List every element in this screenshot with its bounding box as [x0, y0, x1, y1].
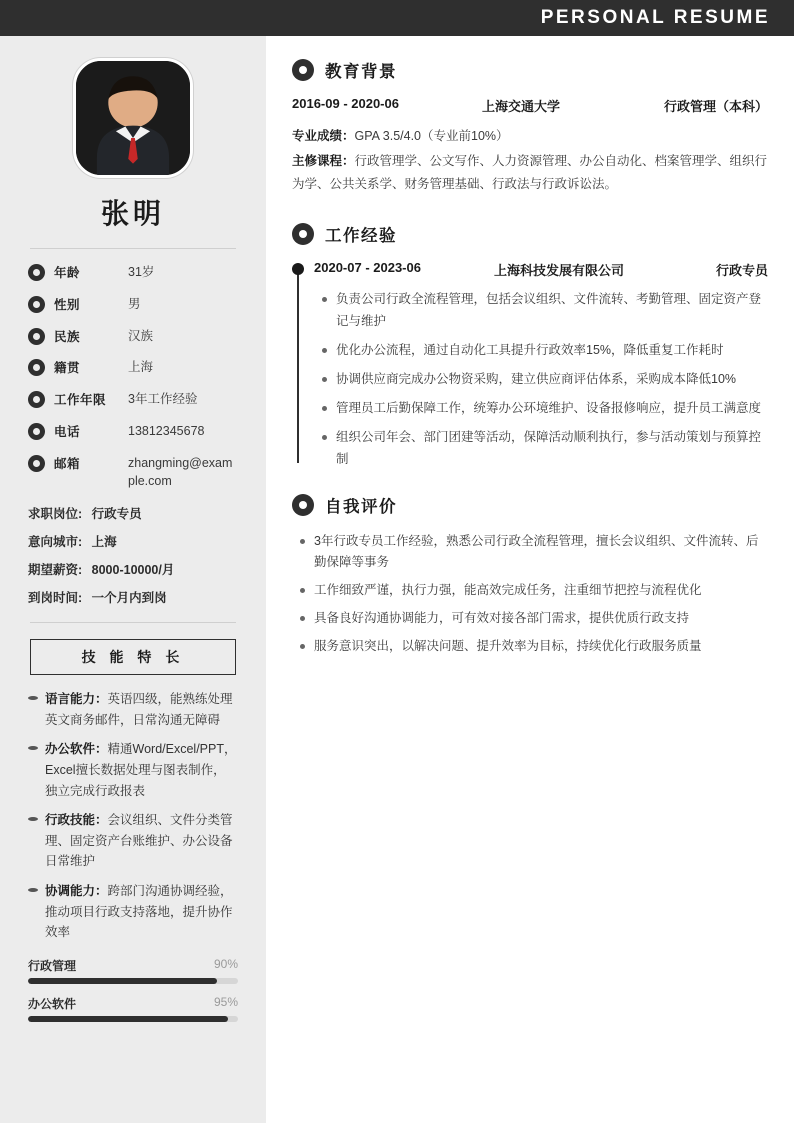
- bullet-text: 组织公司年会、部门团建等活动，保障活动顺利执行，参与活动策划与预算控制: [336, 429, 762, 466]
- skill-bar-track: [28, 1016, 238, 1022]
- circle-bullet-icon: [28, 264, 45, 281]
- bullet-item: [322, 369, 768, 391]
- main-content: [266, 36, 794, 1123]
- job-intent-row: [28, 588, 238, 606]
- skill-bar-percent: 95%: [213, 994, 238, 1009]
- skill-bar-label: 办公软件: [28, 996, 77, 1011]
- education-date: 2016-09 - 2020-06: [292, 96, 399, 111]
- job-intent-value: 一个月内到岗: [91, 591, 167, 605]
- info-row: [28, 358, 238, 377]
- portrait-photo-icon: [76, 61, 190, 175]
- skill-bar-row: [28, 995, 238, 1022]
- section-header: [292, 222, 768, 246]
- bullet-text: 管理员工后勤保障工作，统筹办公环境维护、设备报修响应，提升员工满意度: [336, 400, 762, 415]
- education-school: 上海交通大学: [482, 99, 561, 114]
- info-row: [28, 327, 238, 346]
- page-header: [0, 0, 794, 36]
- education-major: 行政管理（本科）: [663, 99, 768, 114]
- dot-bullet-icon: [300, 539, 305, 544]
- info-value: 13812345678: [128, 423, 205, 438]
- skill-text: 英语四级，能熟练处理英文商务邮件，日常沟通无障碍: [45, 692, 233, 727]
- dot-bullet-icon: [322, 406, 327, 411]
- skill-bar-track: [28, 978, 238, 984]
- bullet-text: 优化办公流程，通过自动化工具提升行政效率15%，降低重复工作耗时: [336, 343, 724, 358]
- bullet-text: 工作细致严谨，执行力强，能高效完成任务，注重细节把控与流程优化: [314, 583, 702, 598]
- dot-bullet-icon: [28, 696, 38, 700]
- job-intent-value: 行政专员: [91, 507, 142, 521]
- education-gpa-label: 专业成绩：: [292, 129, 355, 143]
- circle-bullet-icon: [28, 455, 45, 472]
- info-value: 3年工作经验: [128, 392, 198, 406]
- education-gpa: [292, 125, 768, 148]
- section-header: [292, 58, 768, 82]
- bullet-text: 协调供应商完成办公物资采购，建立供应商评估体系，采购成本降低10%: [336, 372, 737, 386]
- job-intent-row: [28, 560, 238, 578]
- circle-marker-icon: [292, 59, 314, 81]
- info-value: zhangming@example.com: [128, 455, 233, 489]
- skill-bar-row: [28, 957, 238, 984]
- job-intent-row: [28, 504, 238, 522]
- info-row: [28, 295, 238, 314]
- info-value: 男: [128, 296, 141, 311]
- experience-entry-header: [314, 260, 768, 279]
- circle-bullet-icon: [28, 423, 45, 440]
- section-title: 自我评价: [325, 497, 397, 516]
- dot-bullet-icon: [28, 888, 38, 892]
- experience-company: 上海科技发展有限公司: [494, 263, 625, 279]
- skill-bars: [28, 957, 238, 1022]
- divider: [30, 622, 236, 623]
- job-intent-block: [28, 504, 238, 606]
- dot-bullet-icon: [28, 746, 38, 750]
- sidebar: [0, 36, 266, 1123]
- skill-bar-label: 行政管理: [28, 958, 77, 973]
- skill-text: 跨部门沟通协调经验，推动项目行政支持落地，提升协作效率: [45, 884, 233, 940]
- skill-text: 会议组织、文件分类管理、固定资产台账维护、办公设备日常维护: [45, 813, 233, 869]
- education-gpa-value: GPA 3.5/4.0（专业前10%）: [354, 129, 509, 143]
- section-title: 教育背景: [325, 63, 397, 81]
- circle-bullet-icon: [28, 328, 45, 345]
- circle-marker-icon: [292, 494, 314, 516]
- skill-text: 精通Word/Excel/PPT，Excel擅长数据处理与图表制作，独立完成行政报表: [45, 742, 237, 798]
- experience-bullets: [322, 289, 768, 470]
- bullet-item: [322, 289, 768, 333]
- info-label: 电话: [54, 424, 81, 439]
- skill-label: 办公软件：: [45, 742, 108, 757]
- info-value: 汉族: [128, 328, 154, 343]
- info-row: [28, 263, 238, 282]
- experience-entry: [292, 260, 768, 470]
- circle-bullet-icon: [28, 391, 45, 408]
- info-value: 31岁: [128, 265, 155, 279]
- job-intent-value: 8000-10000/月: [91, 563, 175, 577]
- dot-bullet-icon: [322, 297, 327, 302]
- dot-bullet-icon: [322, 435, 327, 440]
- bullet-item: [300, 580, 768, 602]
- education-courses-value: 行政管理学、公文写作、人力资源管理、办公自动化、档案管理学、组织行为学、公共关系学、财务管理基础、行政法与行政诉讼法。: [292, 154, 768, 192]
- education-entry-header: [292, 96, 768, 115]
- candidate-name: 张明: [100, 198, 165, 229]
- bullet-item: [300, 608, 768, 630]
- education-courses: [292, 150, 768, 196]
- job-intent-key: 意向城市:: [28, 535, 83, 549]
- job-intent-value: 上海: [91, 535, 117, 549]
- bullet-item: [300, 636, 768, 658]
- experience-role: 行政专员: [715, 263, 768, 279]
- header-title: PERSONAL RESUME: [540, 7, 770, 28]
- section-title: 工作经验: [325, 227, 397, 246]
- bullet-item: [322, 398, 768, 420]
- divider: [30, 248, 236, 249]
- job-intent-key: 期望薪资:: [28, 563, 83, 577]
- bullet-text: 具备良好沟通协调能力，可有效对接各部门需求，提供优质行政支持: [314, 611, 690, 626]
- skill-item: [28, 810, 238, 872]
- circle-marker-icon: [292, 223, 314, 245]
- avatar: [73, 58, 193, 178]
- job-intent-key: 求职岗位:: [28, 507, 83, 521]
- bullet-text: 服务意识突出，以解决问题、提升效率为目标，持续优化行政服务质量: [314, 639, 702, 653]
- info-label: 性别: [54, 297, 81, 312]
- skill-label: 协调能力：: [45, 884, 108, 898]
- skill-bar-fill: [28, 1016, 228, 1022]
- info-row: [28, 454, 238, 492]
- dot-bullet-icon: [300, 644, 305, 649]
- skill-label: 行政技能：: [45, 813, 108, 828]
- info-label: 籍贯: [54, 361, 81, 376]
- skill-item: [28, 739, 238, 801]
- info-row: [28, 422, 238, 441]
- education-courses-label: 主修课程：: [292, 154, 355, 169]
- info-label: 工作年限: [54, 393, 107, 407]
- bullet-text: 3年行政专员工作经验，熟悉公司行政全流程管理，擅长会议组织、文件流转、后勤保障等事务: [314, 533, 759, 570]
- skill-bar-percent: 90%: [213, 956, 238, 971]
- bullet-item: [300, 531, 768, 575]
- self-evaluation-bullets: [300, 531, 768, 658]
- personal-info-list: [28, 263, 238, 491]
- dot-bullet-icon: [322, 377, 327, 382]
- bullet-item: [322, 427, 768, 471]
- skills-list: [28, 689, 238, 943]
- skill-item: [28, 881, 238, 943]
- info-value: 上海: [128, 360, 154, 375]
- dot-bullet-icon: [28, 817, 38, 821]
- info-label: 邮箱: [54, 456, 81, 471]
- job-intent-key: 到岗时间:: [28, 591, 83, 605]
- skill-label: 语言能力：: [45, 692, 108, 706]
- dot-bullet-icon: [300, 616, 305, 621]
- experience-date: 2020-07 - 2023-06: [314, 260, 421, 276]
- circle-bullet-icon: [28, 296, 45, 313]
- info-label: 年龄: [54, 266, 81, 280]
- experience-section: [292, 222, 768, 470]
- skills-section-title: 技 能 特 长: [30, 639, 236, 675]
- self-evaluation-section: [292, 493, 768, 658]
- skill-bar-fill: [28, 978, 217, 984]
- info-row: [28, 390, 238, 409]
- section-header: [292, 493, 768, 517]
- skill-item: [28, 689, 238, 730]
- education-section: [292, 58, 768, 196]
- timeline-dot-icon: [292, 263, 304, 275]
- dot-bullet-icon: [300, 588, 305, 593]
- circle-bullet-icon: [28, 359, 45, 376]
- bullet-item: [322, 340, 768, 362]
- bullet-text: 负责公司行政全流程管理，包括会议组织、文件流转、考勤管理、固定资产登记与维护: [336, 292, 762, 329]
- info-label: 民族: [54, 329, 81, 344]
- timeline-line: [297, 268, 299, 462]
- job-intent-row: [28, 532, 238, 550]
- dot-bullet-icon: [322, 348, 327, 353]
